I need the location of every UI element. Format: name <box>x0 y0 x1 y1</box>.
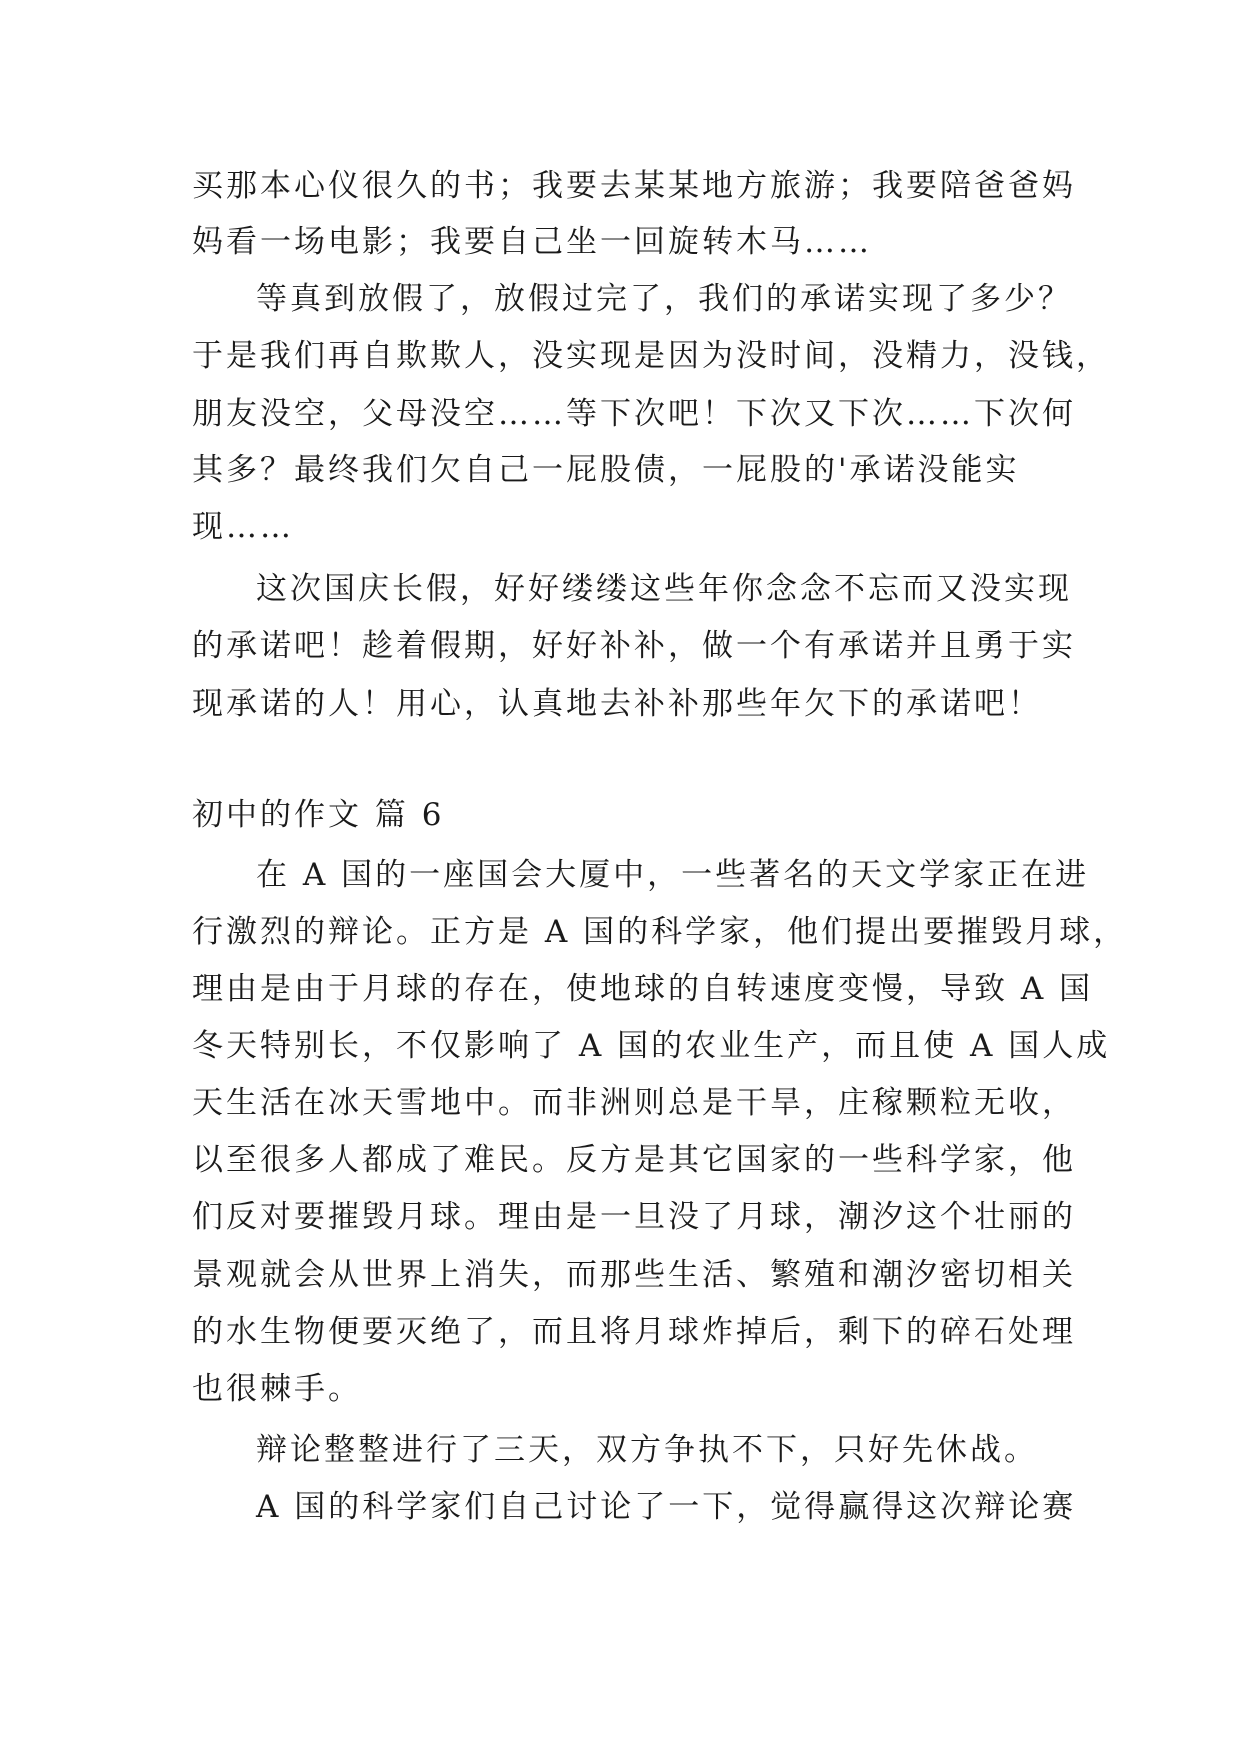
paragraph-line: 现承诺的人！用心，认真地去补补那些年欠下的承诺吧！ <box>192 686 1042 722</box>
paragraph-line: 其多？最终我们欠自己一屁股债，一屁股的'承诺没能实 <box>192 452 1020 488</box>
paragraph-line: 行激烈的辩论。正方是 A 国的科学家，他们提出要摧毁月球， <box>192 914 1128 950</box>
section-heading: 初中的作文 篇 6 <box>192 797 445 833</box>
paragraph-line: A 国的科学家们自己讨论了一下，觉得赢得这次辩论赛 <box>256 1489 1077 1525</box>
paragraph-line: 的水生物便要灭绝了，而且将月球炸掉后，剩下的碎石处理 <box>192 1314 1076 1350</box>
paragraph-line: 理由是由于月球的存在，使地球的自转速度变慢，导致 A 国 <box>192 971 1094 1007</box>
paragraph-line: 于是我们再自欺欺人，没实现是因为没时间，没精力，没钱， <box>192 338 1110 374</box>
paragraph-line: 以至很多人都成了难民。反方是其它国家的一些科学家，他 <box>192 1142 1076 1178</box>
paragraph-line: 买那本心仪很久的书；我要去某某地方旅游；我要陪爸爸妈 <box>192 168 1076 204</box>
paragraph-line: 妈看一场电影；我要自己坐一回旋转木马…… <box>192 224 872 260</box>
paragraph-line: 等真到放假了，放假过完了，我们的承诺实现了多少？ <box>256 281 1072 317</box>
paragraph-line: 景观就会从世界上消失，而那些生活、繁殖和潮汐密切相关 <box>192 1257 1076 1293</box>
paragraph-line: 也很棘手。 <box>192 1371 362 1407</box>
document-body <box>192 0 1128 1754</box>
paragraph-line: 朋友没空，父母没空……等下次吧！下次又下次……下次何 <box>192 396 1076 432</box>
paragraph-line: 的承诺吧！趁着假期，好好补补，做一个有承诺并且勇于实 <box>192 628 1076 664</box>
paragraph-line: 天生活在冰天雪地中。而非洲则总是干旱，庄稼颗粒无收， <box>192 1085 1076 1121</box>
paragraph-line: 辩论整整进行了三天，双方争执不下，只好先休战。 <box>256 1432 1038 1468</box>
paragraph-line: 在 A 国的一座国会大厦中，一些著名的天文学家正在进 <box>256 857 1090 893</box>
paragraph-line: 们反对要摧毁月球。理由是一旦没了月球，潮汐这个壮丽的 <box>192 1199 1076 1235</box>
paragraph-line: 这次国庆长假，好好缕缕这些年你念念不忘而又没实现 <box>256 571 1072 607</box>
paragraph-line: 冬天特别长，不仅影响了 A 国的农业生产，而且使 A 国人成 <box>192 1028 1111 1064</box>
paragraph-line: 现…… <box>192 509 294 545</box>
